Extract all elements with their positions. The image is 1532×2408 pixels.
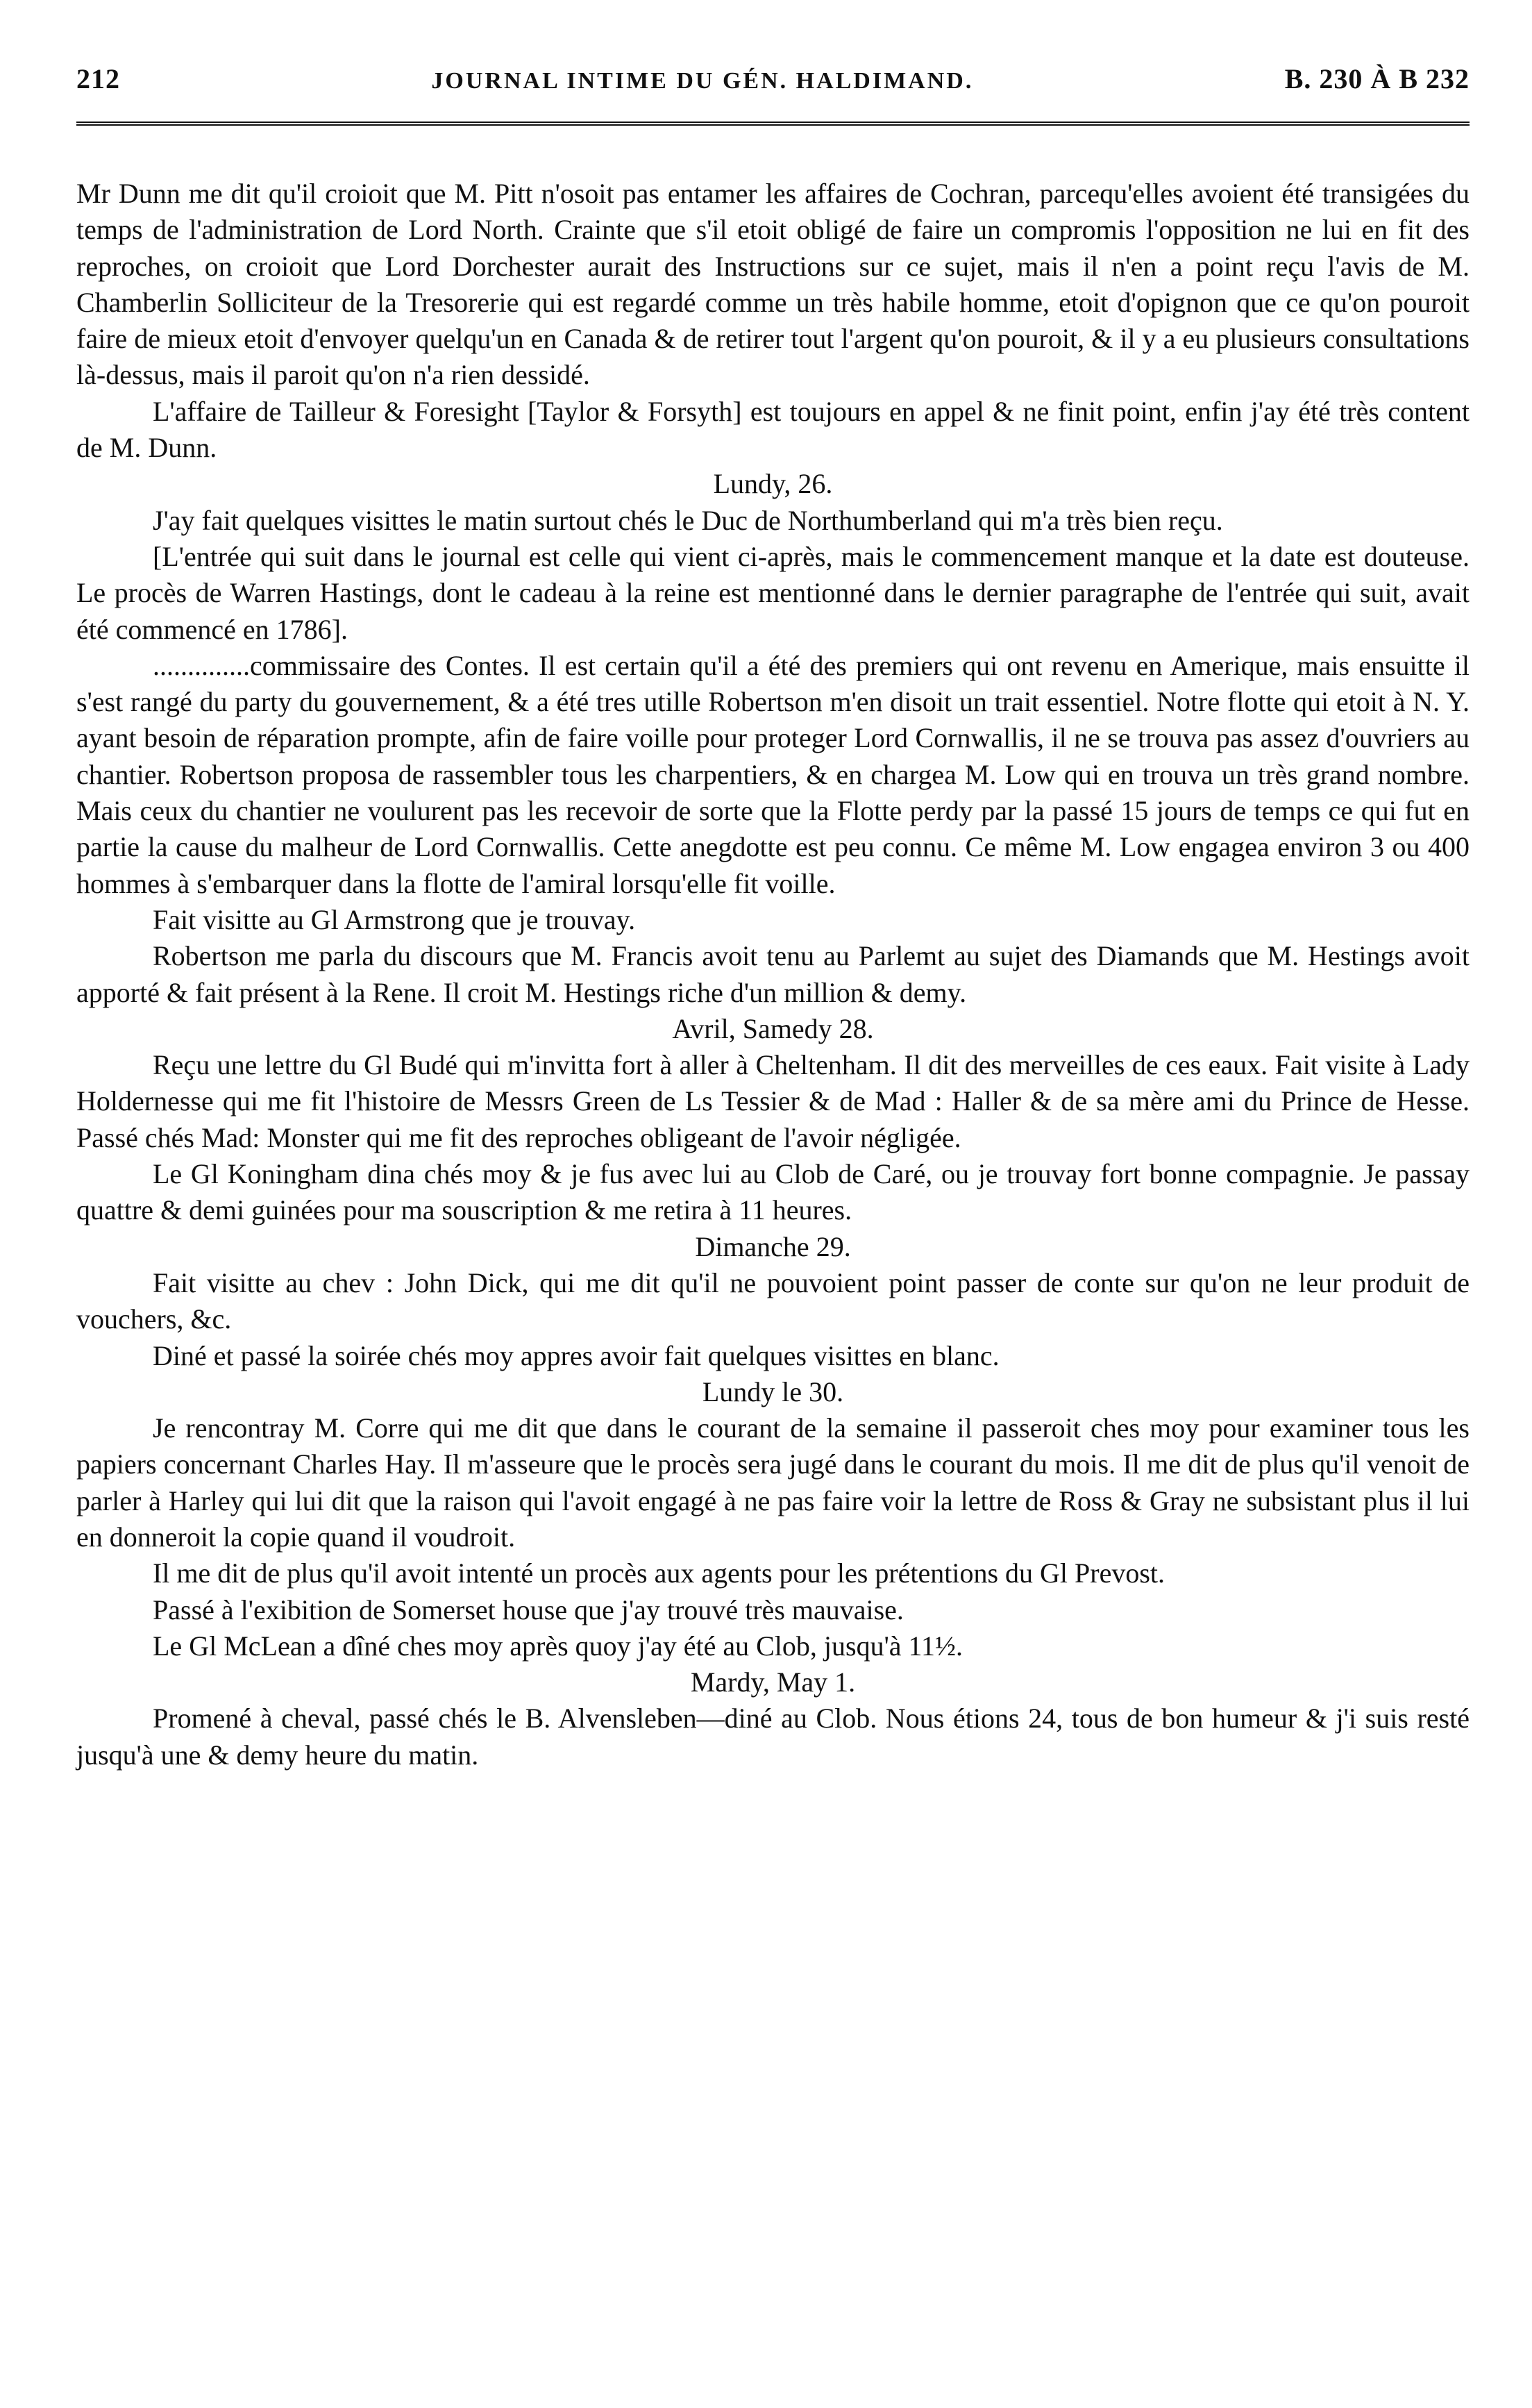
date-heading: Mardy, May 1.: [690, 1666, 856, 1698]
paragraph: Promené à cheval, passé chés le B. Alvensleben—diné au Clob. Nous étions 24, tous de bon humeur & j'i suis resté jusqu'à une & demy heure du matin.: [76, 1703, 1470, 1771]
paragraph: ..............commissaire des Contes. Il est certain qu'il a été des premiers qui ont revenu en Amerique, mais ensuitte il s'est rangé du party du gouvernement, & a été tres utille Robertson m'en disoit un trait essentiel. Notre flotte qui etoit à N. Y. ayant besoin de réparation prompte, afin de faire voille pour proteger Lord Cornwallis, il ne se trouva pas assez d'ouvriers au chantier. Robertson proposa de rassembler tous les charpentiers, & en chargea M. Low qui en trouva un très grand nombre. Mais ceux du chantier ne voulurent pas les recevoir de sorte que la Flotte perdy par la passé 15 jours de temps ce qui fut en partie la cause du malheur de Lord Cornwallis. Cette anegdotte est peu connu. Ce même M. Low engagea environ 3 ou 400 hommes à s'embarquer dans la flotte de l'amiral lorsqu'elle fit voille.: [76, 649, 1470, 899]
paragraph: J'ay fait quelques visittes le matin surtout chés le Duc de Northumberland qui m'a très bien reçu.: [153, 504, 1223, 536]
running-title: JOURNAL INTIME DU GÉN. HALDIMAND.: [431, 68, 974, 94]
paragraph: Fait visitte au chev : John Dick, qui me dit qu'il ne pouvoient point passer de conte sur qu'on ne leur produit de vouchers, &c.: [76, 1266, 1470, 1335]
paragraph: Mr Dunn me dit qu'il croioit que M. Pitt n'osoit pas entamer les affaires de Cochran, parcequ'elles avoient été transigées du temps de l'administration de Lord North. Crainte que s'il etoit obligé de faire un compromis l'opposition ne lui en fit des reproches, on croioit que Lord Dorchester aurait des Instructions sur ce sujet, mais il n'en a point reçu l'avis de M. Chamberlin Solliciteur de la Tresorerie qui est regardé comme un très habile homme, etoit d'opignon que ce qu'on pouroit faire de mieux etoit d'envoyer quelqu'un en Canada & de retirer tout l'argent qu'on pouroit, & il y a eu plusieurs consultations là-dessus, mais il paroit qu'on n'a rien dessidé.: [76, 178, 1470, 391]
date-heading: Dimanche 29.: [695, 1230, 851, 1262]
paragraph: Robertson me parla du discours que M. Francis avoit tenu au Parlemt au sujet des Diamands que M. Hestings avoit apporté & fait présent à la Rene. Il croit M. Hestings riche d'un million & demy.: [76, 940, 1470, 1008]
running-head: [76, 62, 1470, 95]
date-heading: Lundy, 26.: [713, 468, 833, 500]
paragraph: Diné et passé la soirée chés moy appres avoir fait quelques visittes en blanc.: [153, 1339, 1000, 1371]
paragraph: Il me dit de plus qu'il avoit intenté un procès aux agents pour les prétentions du Gl Prevost.: [153, 1557, 1165, 1589]
header-rule: [76, 122, 1470, 127]
paragraph: Je rencontray M. Corre qui me dit que dans le courant de la semaine il passeroit ches moy pour examiner tous les papiers concernant Charles Hay. Il m'asseure que le procès sera jugé dans le courant du mois. Il me dit de plus qu'il venoit de parler à Harley qui lui dit que la raison qui l'avoit engagé à ne pas faire voir la lettre de Ross & Gray ne subsistant plus il lui en donneroit la copie quand il voudroit.: [76, 1412, 1470, 1553]
date-heading: Avril, Samedy 28.: [672, 1012, 874, 1044]
paragraph: Passé à l'exibition de Somerset house que j'ay trouvé très mauvaise.: [153, 1594, 904, 1625]
journal-text: [76, 176, 1470, 1773]
page-number: 212: [76, 63, 120, 94]
paragraph: [L'entrée qui suit dans le journal est celle qui vient ci-après, mais le commencement manque et la date est douteuse. Le procès de Warren Hastings, dont le cadeau à la reine est mentionné dans le dernier paragraphe de l'entrée qui suit, avait été commencé en 1786].: [76, 540, 1470, 645]
paragraph: L'affaire de Tailleur & Foresight [Taylor & Forsyth] est toujours en appel & ne finit point, enfin j'ay été très content de M. Dunn.: [76, 395, 1470, 464]
archive-reference: B. 230 À B 232: [1284, 63, 1470, 94]
paragraph: Le Gl McLean a dîné ches moy après quoy j'ay été au Clob, jusqu'à 11½.: [153, 1630, 963, 1662]
paragraph: Le Gl Koningham dina chés moy & je fus avec lui au Clob de Caré, ou je trouvay fort bonne compagnie. Je passay quattre & demi guinées pour ma souscription & me retira à 11 heures.: [76, 1158, 1470, 1226]
paragraph: Fait visitte au Gl Armstrong que je trouvay.: [153, 903, 636, 935]
paragraph: Reçu une lettre du Gl Budé qui m'invitta fort à aller à Cheltenham. Il dit des merveilles de ces eaux. Fait visite à Lady Holdernesse qui me fit l'histoire de Messrs Green de Ls Tessier & de Mad : Haller & de sa mère ami du Prince de Hesse. Passé chés Mad: Monster qui me fit des reproches obligeant de l'avoir négligée.: [76, 1049, 1470, 1153]
date-heading: Lundy le 30.: [702, 1376, 844, 1407]
